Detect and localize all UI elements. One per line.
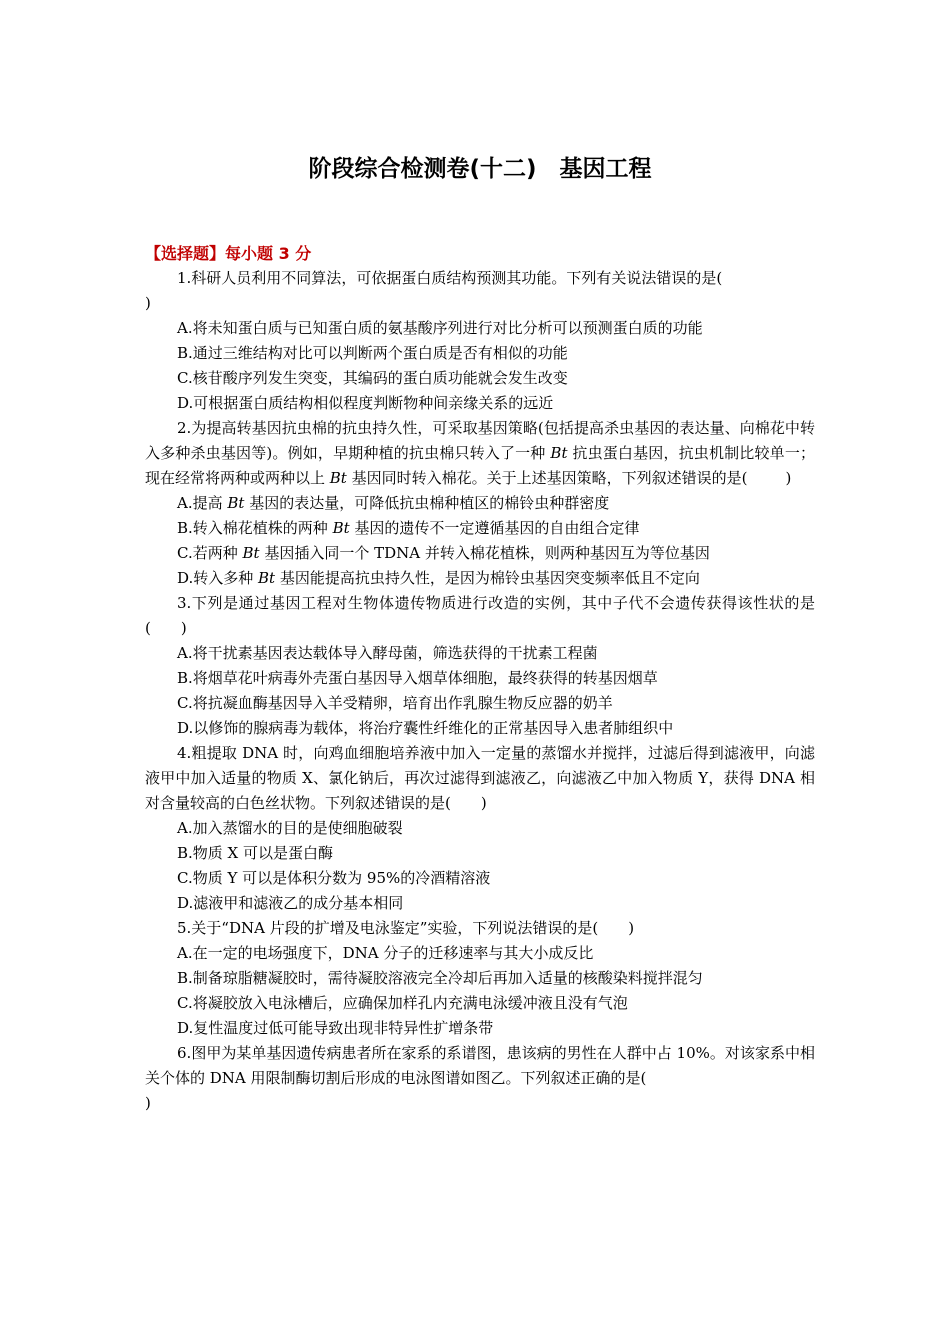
- option-bt-term: Bt: [242, 544, 260, 562]
- question-3-stem: 3.下列是通过基因工程对生物体遗传物质进行改造的实例，其中子代不会遗传获得该性状的是( ): [145, 594, 815, 637]
- question-1-option-d: D.可根据蛋白质结构相似程度判断物种间亲缘关系的远近: [177, 394, 554, 412]
- option-bt-term: Bt: [258, 569, 276, 587]
- question-5-option-d: D.复性温度过低可能导致出现非特异性扩增条带: [177, 1019, 494, 1037]
- question-2-stem-bt-2: Bt: [329, 469, 347, 487]
- option-text: B.转入棉花植株的两种: [177, 519, 333, 537]
- option-text: 基因能提高抗虫持久性，是因为棉铃虫基因突变频率低且不定向: [275, 569, 700, 587]
- option-text: 基因的遗传不一定遵循基因的自由组合定律: [349, 519, 640, 537]
- option-text: A.提高: [177, 494, 228, 512]
- question-5-option-a: A.在一定的电场强度下，DNA 分子的迁移速率与其大小成反比: [177, 944, 594, 962]
- question-4-option-c: C.物质 Y 可以是体积分数为 95%的冷酒精溶液: [177, 869, 491, 887]
- question-2-option-d: [145, 566, 815, 591]
- question-6-stem: 6.图甲为某单基因遗传病患者所在家系的系谱图，患该病的男性在人群中占 10%。对该家系中相关个体的 DNA 用限制酶切割后形成的电泳图谱如图乙。下列叙述正确的是( ): [145, 1044, 815, 1112]
- question-3-option-d: D.以修饰的腺病毒为载体，将治疗囊性纤维化的正常基因导入患者肺组织中: [177, 719, 674, 737]
- option-text: D.转入多种: [177, 569, 259, 587]
- question-3-option-b: B.将烟草花叶病毒外壳蛋白基因导入烟草体细胞，最终获得的转基因烟草: [177, 669, 658, 687]
- question-2-stem-bt-1: Bt: [550, 444, 568, 462]
- question-4-option-a: A.加入蒸馏水的目的是使细胞破裂: [177, 819, 403, 837]
- page-title: 阶段综合检测卷(十二) 基因工程: [308, 156, 652, 182]
- option-text: C.若两种: [177, 544, 243, 562]
- question-4-stem: 4.粗提取 DNA 时，向鸡血细胞培养液中加入一定量的蒸馏水并搅拌，过滤后得到滤液甲，向滤液甲中加入适量的物质 X、氯化钠后，再次过滤得到滤液乙，向滤液乙中加入物质 Y，获得 DNA 相对含量较高的白色丝状物。下列叙述错误的是( ): [145, 744, 815, 812]
- option-text: 基因插入同一个 TDNA 并转入棉花植株，则两种基因互为等位基因: [259, 544, 710, 562]
- question-4-option-d: D.滤液甲和滤液乙的成分基本相同: [177, 894, 404, 912]
- question-2-stem-part-3: 基因同时转入棉花。关于上述基因策略，下列叙述错误的是(: [346, 469, 748, 487]
- question-2-option-a: [145, 491, 815, 516]
- question-2-stem-part-2: 抗虫蛋白基因，抗虫机制比较单一；现在经常将两种或两种以上: [145, 444, 815, 487]
- question-2-option-b: [145, 516, 815, 541]
- question-2-stem: [145, 416, 815, 491]
- question-2-stem-part-4: ): [785, 469, 792, 487]
- option-text: 基因的表达量，可降低抗虫棉种植区的棉铃虫种群密度: [244, 494, 610, 512]
- question-1-stem: 1.科研人员利用不同算法，可依据蛋白质结构预测其功能。下列有关说法错误的是( ): [145, 269, 723, 312]
- question-4-option-b: B.物质 X 可以是蛋白酶: [177, 844, 334, 862]
- document-page: [145, 150, 815, 1116]
- section-heading: 【选择题】每小题 3 分: [145, 244, 312, 263]
- option-bt-term: Bt: [332, 519, 350, 537]
- question-5-stem: 5.关于“DNA 片段的扩增及电泳鉴定”实验，下列说法错误的是( ): [177, 919, 635, 937]
- question-5-option-c: C.将凝胶放入电泳槽后，应确保加样孔内充满电泳缓冲液且没有气泡: [177, 994, 628, 1012]
- option-bt-term: Bt: [227, 494, 245, 512]
- question-1-option-b: B.通过三维结构对比可以判断两个蛋白质是否有相似的功能: [177, 344, 568, 362]
- question-3-option-c: C.将抗凝血酶基因导入羊受精卵，培育出作乳腺生物反应器的奶羊: [177, 694, 613, 712]
- question-2-stem-part-1: 2.为提高转基因抗虫棉的抗虫持久性，可采取基因策略(包括提高杀虫基因的表达量、向棉花中转入多种杀虫基因等)。例如，早期种植的抗虫棉只转入了一种: [145, 419, 815, 462]
- question-5-option-b: B.制备琼脂糖凝胶时，需待凝胶溶液完全冷却后再加入适量的核酸染料搅拌混匀: [177, 969, 703, 987]
- question-1-option-a: A.将未知蛋白质与已知蛋白质的氨基酸序列进行对比分析可以预测蛋白质的功能: [177, 319, 703, 337]
- question-3-option-a: A.将干扰素基因表达载体导入酵母菌，筛选获得的干扰素工程菌: [177, 644, 598, 662]
- question-2-option-c: [145, 541, 815, 566]
- question-1-option-c: C.核苷酸序列发生突变，其编码的蛋白质功能就会发生改变: [177, 369, 568, 387]
